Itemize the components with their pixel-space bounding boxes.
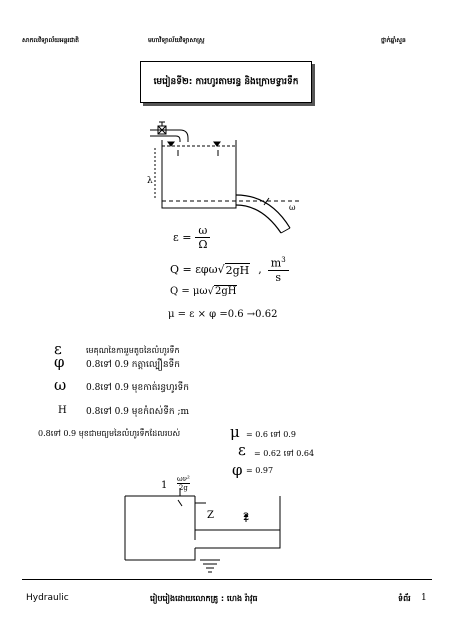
point-2-label: 2 (243, 512, 250, 523)
footer-divider (22, 579, 432, 580)
discharge-formula-2: Q = μω √ 2gH (170, 285, 237, 297)
q1-unit-num: m (270, 256, 282, 270)
coeff-text-eps: = 0.62 ទៅ 0.64 (254, 449, 315, 458)
coeff-symbol-mu: μ (230, 423, 240, 441)
footer-page-label: ទំព័រ (398, 594, 411, 603)
submerged-orifice-figure (125, 488, 280, 572)
def-text-epsilon: មេគុណនៃការរួមតូចនៃលំហូរទឹក (86, 346, 180, 355)
def-symbol-omega: ω (54, 376, 67, 394)
header-right: ថ្នាក់ឆ្នាំសួន (381, 37, 406, 44)
q1-unit-den: s (275, 270, 282, 284)
tank-2 (195, 496, 280, 548)
header-left: សាកលវិទ្យាល័យអន្តរជាតិ (22, 37, 79, 44)
q1-separator: , (258, 263, 262, 277)
eps-denominator: Ω (198, 238, 208, 251)
head-label: λ (147, 176, 153, 186)
omega-label: ω (289, 203, 296, 212)
def-symbol-h: H (58, 405, 67, 416)
coeff-text-mu: = 0.6 ទៅ 0.9 (246, 430, 296, 439)
footer-page-number: 1 (421, 593, 427, 603)
tank-1 (125, 496, 195, 560)
coeff-text-phi: = 0.97 (246, 466, 274, 475)
q1-lhs: Q = εφω (170, 263, 218, 277)
tank-figure (150, 122, 300, 233)
page-title-text: មេរៀនទី២: ការហូរតាមរន្ធ និងក្រោមទ្វារទឹក (153, 76, 299, 87)
mu-formula: μ = ε × φ =0.6 →0.62 (168, 309, 278, 320)
def-symbol-epsilon: ε (54, 340, 62, 358)
velocity-head-num: ων² (177, 475, 190, 483)
coeff-symbol-phi: φ (232, 461, 243, 479)
q1-radicand: 2gH (225, 263, 250, 277)
coeff-symbol-eps: ε (238, 441, 246, 459)
eps-numerator: ω (195, 224, 210, 238)
def-text-h: 0.8ទៅ 0.9 មុខកំពស់ទឹក ;m (86, 407, 190, 417)
surface-marker (168, 142, 174, 146)
point-1-label: 1 (161, 480, 168, 491)
def-text-phi: 0.8ទៅ 0.9 កត្តាល្បឿនទឹក (86, 360, 180, 370)
q2-radicand: 2gH (214, 286, 237, 297)
z-label: Z (207, 510, 214, 521)
epsilon-formula (173, 224, 210, 251)
footer-left: Hydraulic (26, 593, 69, 603)
def-text-omega: 0.8ទៅ 0.9 មុខកាត់រន្ធហូរទឹក (86, 383, 189, 393)
velocity-head-fraction (177, 475, 190, 492)
q1-unit-sup: 3 (281, 256, 286, 264)
def-text-mu: 0.8ទៅ 0.9 មុខជាមធ្យមនៃលំហូរទឹកដែលរបស់ (38, 429, 181, 438)
tank-walls (162, 140, 236, 208)
q2-lhs: Q = μω (170, 285, 208, 297)
def-symbol-phi: φ (54, 353, 65, 371)
velocity-head-den: 2g (178, 484, 188, 492)
eps-lhs: ε = (173, 231, 192, 244)
footer-center: រៀបរៀងដោយលោកគ្រូ : ហេង រ៉ាវុធ (150, 594, 258, 603)
header-center: មហាវិទ្យាល័យវិទ្យាសាស្ត្រ (148, 37, 205, 44)
inflow-pipe (150, 130, 188, 142)
discharge-formula-1: Q = εφω √ 2gH , $\frac{m^3}{s}$ (170, 256, 289, 284)
